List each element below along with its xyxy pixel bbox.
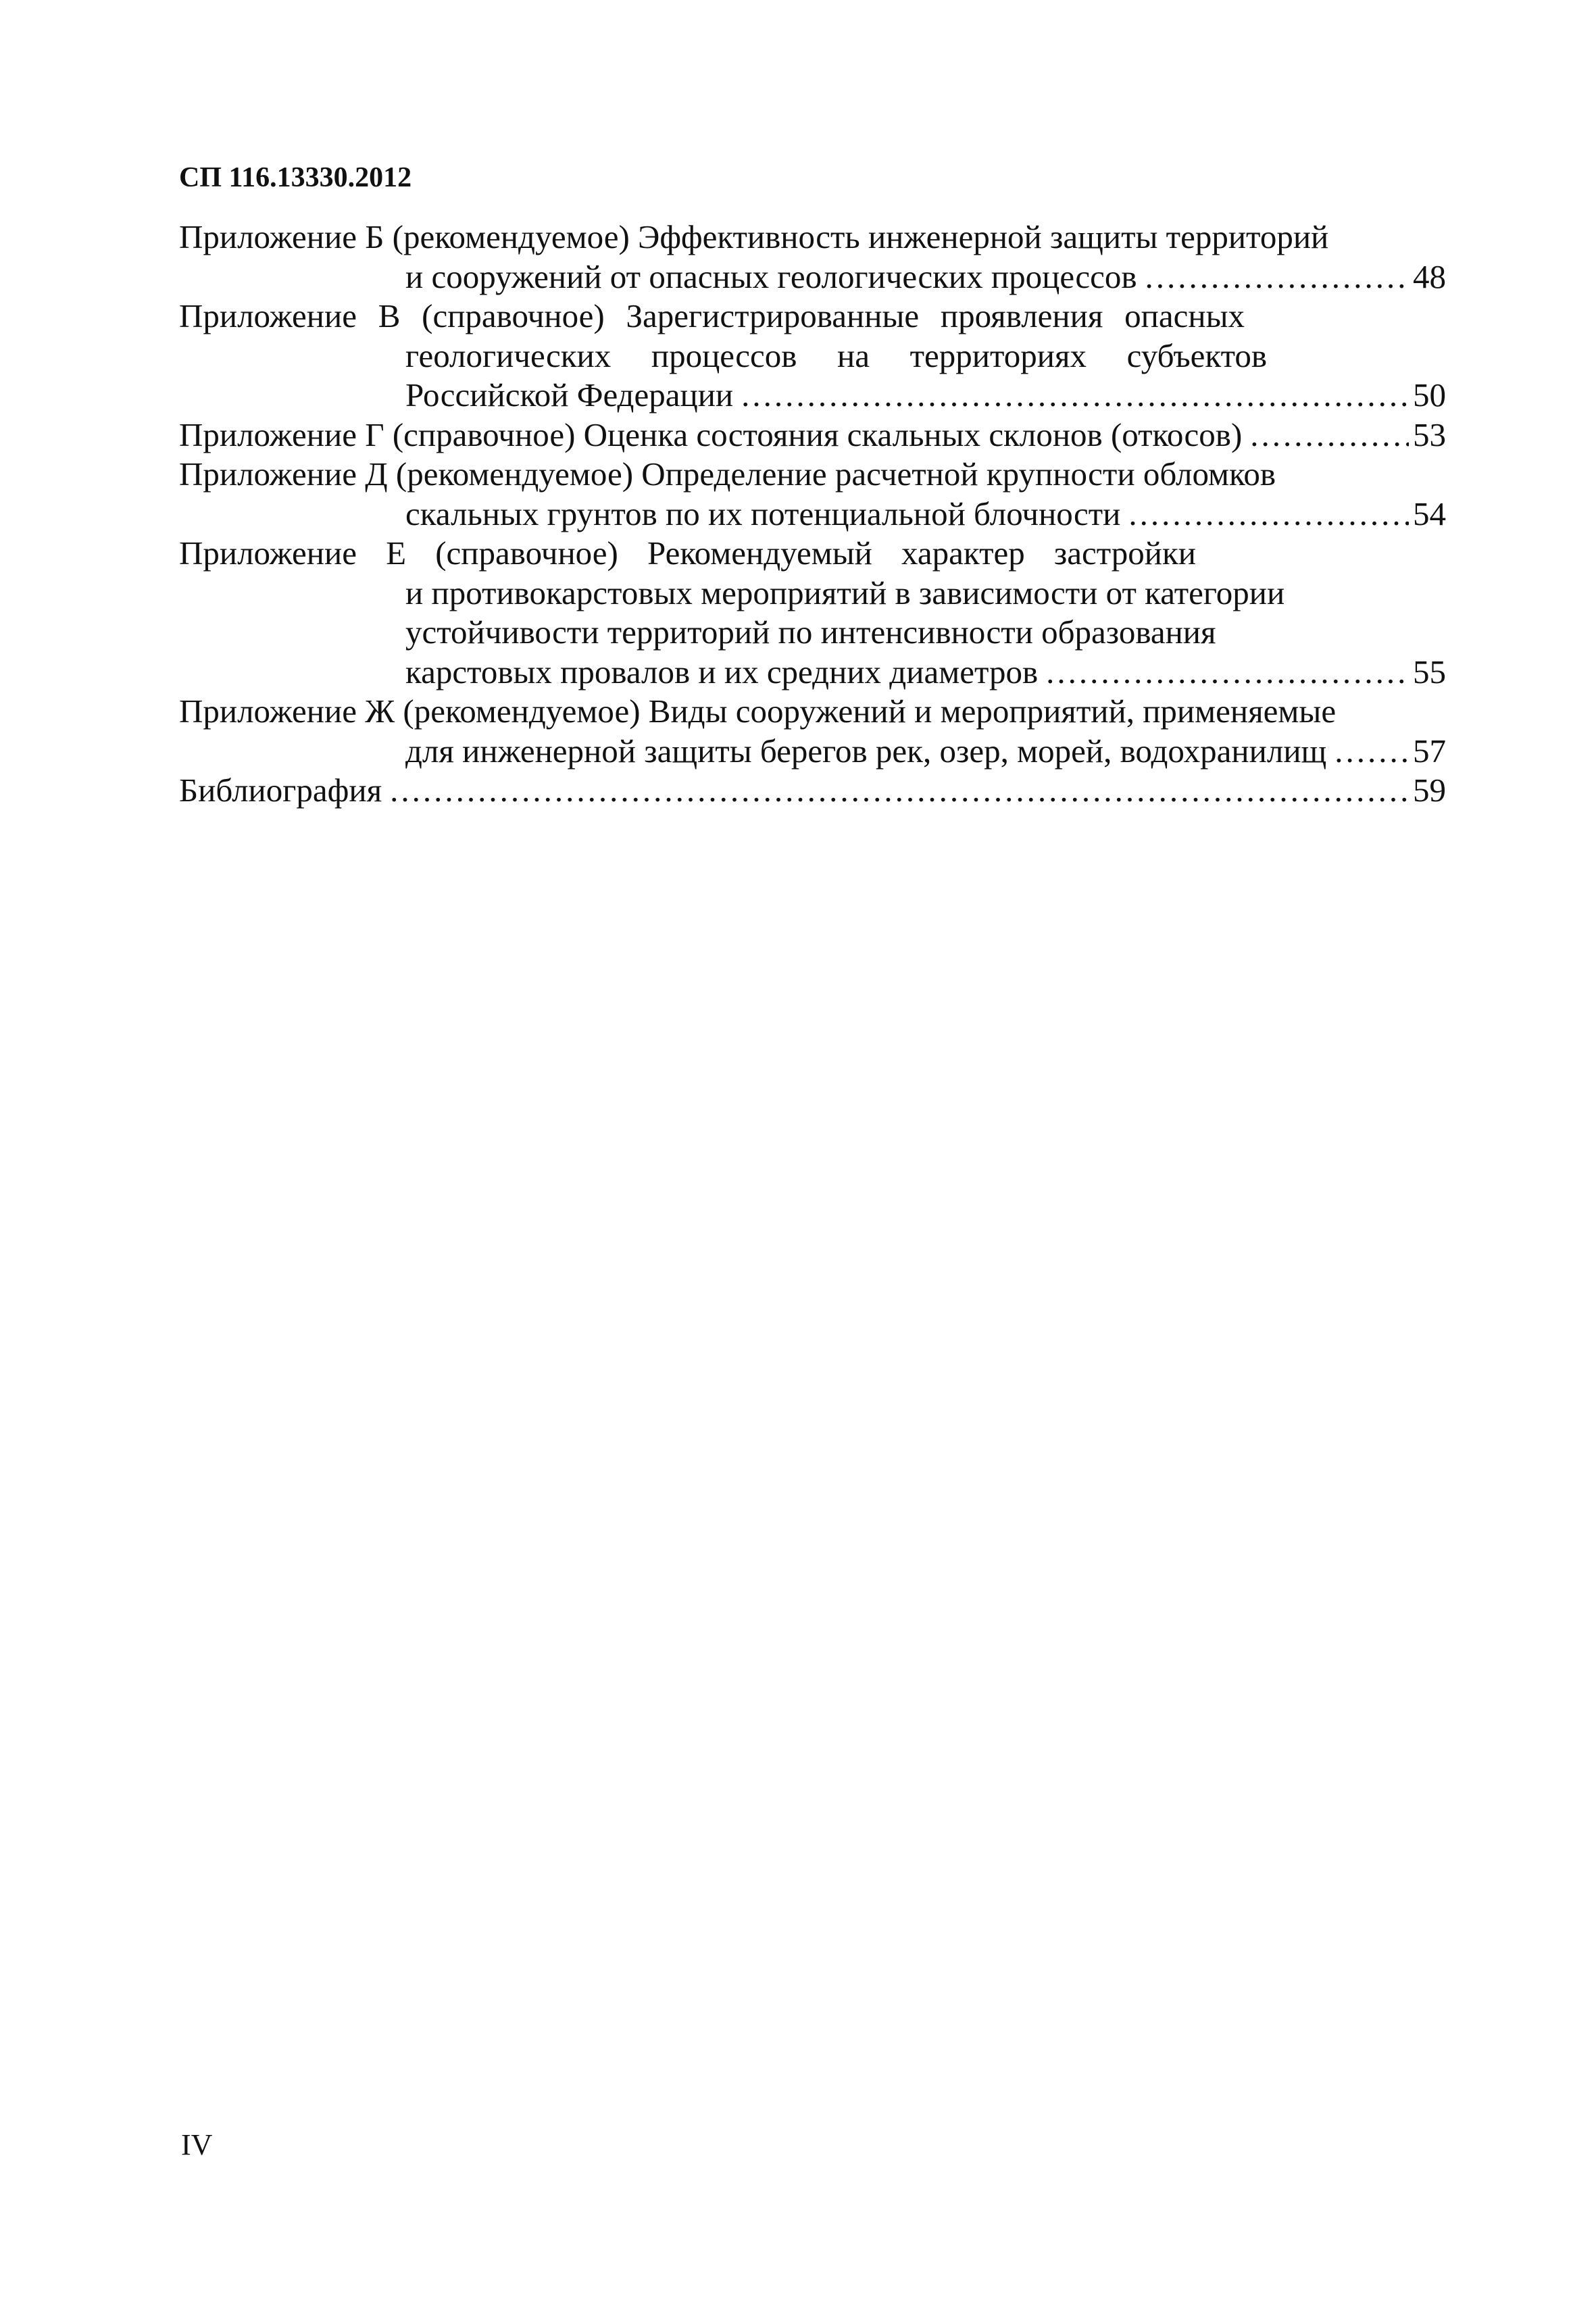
toc-entry-line-leader [179, 771, 1446, 811]
toc-entry-line: и противокарстовых мероприятий в зависимости от категории [405, 574, 1285, 611]
toc-entry-line: Библиография [179, 772, 382, 809]
dot-leader [1335, 732, 1409, 772]
toc-entry-line: и сооружений от опасных геологических процессов [405, 257, 1137, 295]
toc-entry-line-leader [179, 416, 1446, 455]
toc-entry-appendix-zh[interactable] [179, 692, 1446, 771]
toc-page-number: 54 [1413, 495, 1446, 532]
page-number: IV [181, 2128, 213, 2161]
toc-entry-line: геологических процессов на территориях субъектов [405, 336, 1267, 374]
toc-entry-line-leader [179, 257, 1446, 297]
toc-page-number: 59 [1413, 772, 1446, 809]
toc-entry-line: Приложение Г (справочное) Оценка состояния скальных склонов (откосов) [179, 416, 1243, 453]
toc-entry-line: скальных грунтов по их потенциальной блочности [405, 495, 1121, 532]
toc-entry-line-wrap [179, 336, 1446, 376]
dot-leader [741, 376, 1409, 416]
dot-leader [1145, 257, 1409, 297]
toc-entry-line-leader [179, 732, 1446, 772]
toc-entry-line: Приложение Е (справочное) Рекомендуемый характер застройки [179, 534, 1196, 572]
toc-entry-appendix-v[interactable] [179, 297, 1446, 416]
toc-entry-line: устойчивости территорий по интенсивности образования [405, 613, 1216, 651]
document-code: СП 116.13330.2012 [179, 162, 412, 193]
toc-entry-bibliography[interactable] [179, 771, 1446, 811]
toc-page-number: 50 [1413, 376, 1446, 413]
toc-entry-line: Приложение Б (рекомендуемое) Эффективность инженерной защиты территорий [179, 218, 1329, 255]
dot-leader [1046, 653, 1409, 693]
toc-entry-line-leader [179, 653, 1446, 693]
toc-entry-appendix-b[interactable] [179, 218, 1446, 297]
toc-entry-line: карстовых провалов и их средних диаметров [405, 653, 1039, 690]
toc-entry-appendix-d[interactable] [179, 455, 1446, 534]
toc-entry-line-leader [179, 376, 1446, 416]
table-of-contents [179, 218, 1446, 811]
toc-page-number: 55 [1413, 653, 1446, 690]
toc-entry-line: Приложение Ж (рекомендуемое) Виды сооружений и мероприятий, применяемые [179, 693, 1337, 730]
toc-entry-line: Приложение В (справочное) Зарегистрированные проявления опасных [179, 297, 1245, 334]
toc-entry-appendix-e[interactable] [179, 534, 1446, 692]
toc-entry-line-leader [179, 495, 1446, 534]
dot-leader [1128, 495, 1409, 534]
dot-leader [390, 771, 1409, 811]
dot-leader [1250, 416, 1409, 455]
toc-entry-line: для инженерной защиты берегов рек, озер, морей, водохранилищ [405, 732, 1327, 770]
toc-entry-appendix-g[interactable] [179, 416, 1446, 455]
toc-entry-line: Приложение Д (рекомендуемое) Определение расчетной крупности обломков [179, 455, 1276, 493]
toc-entry-line: Российской Федерации [405, 376, 734, 413]
toc-page-number: 53 [1413, 416, 1446, 453]
toc-page-number: 48 [1413, 257, 1446, 295]
toc-page-number: 57 [1413, 732, 1446, 770]
